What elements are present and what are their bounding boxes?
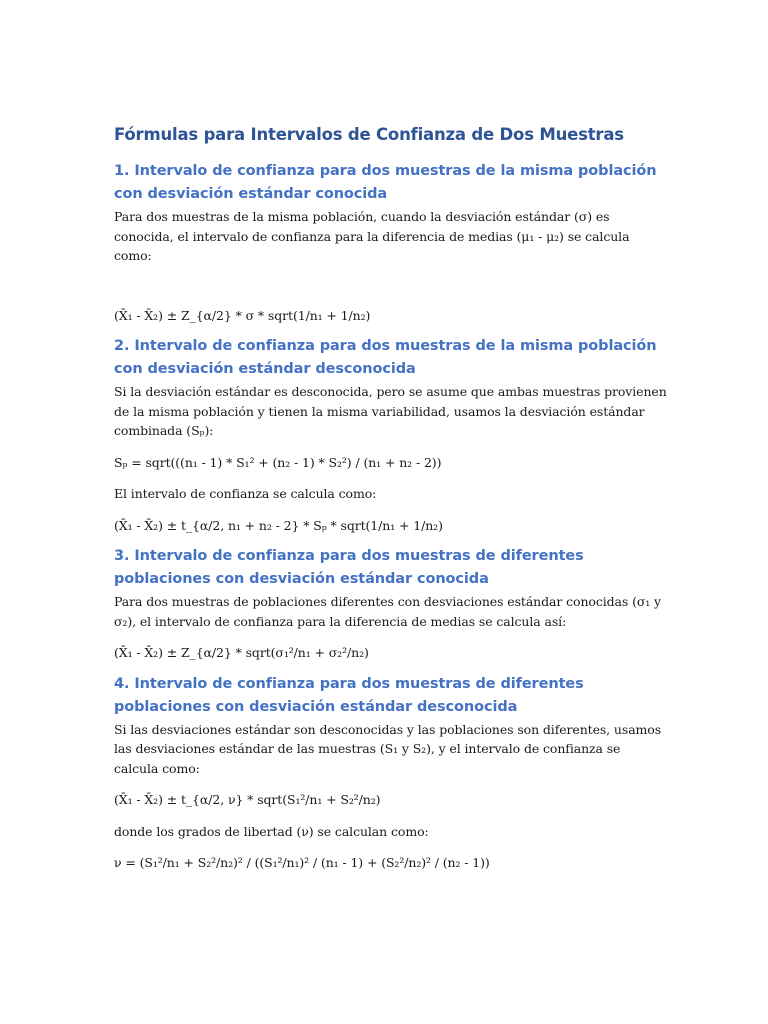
section-3-formula: (X̄₁ - X̄₂) ± Z_{α/2} * sqrt(σ₁²/n₁ + σ₂²/n₂) (114, 645, 369, 660)
section-3 (114, 545, 668, 663)
section-1-paragraph: Para dos muestras de la misma población, cuando la desviación estándar (σ) es conocida, el intervalo de confianza para la diferencia de medias (μ₁ - μ₂) se calcula como: (114, 209, 630, 263)
section-3-paragraph: Para dos muestras de poblaciones diferentes con desviaciones estándar conocidas (σ₁ y σ₂), el intervalo de confianza para la diferencia de medias se calcula así: (114, 594, 662, 629)
document-title: Fórmulas para Intervalos de Confianza de Dos Muestras (114, 125, 624, 144)
section-4-heading: 4. Intervalo de confianza para dos muestras de diferentes poblaciones con desviación estándar desconocida (114, 675, 584, 715)
section-3-heading: 3. Intervalo de confianza para dos muestras de diferentes poblaciones con desviación estándar conocida (114, 548, 584, 587)
section-2-paragraph-2: El intervalo de confianza se calcula como: (114, 486, 377, 501)
section-2-paragraph: Si la desviación estándar es desconocida, pero se asume que ambas muestras provienen de la misma población y tienen la misma variabilidad, usamos la desviación estándar combinada (Sₚ): (114, 384, 667, 438)
section-2-formula: (X̄₁ - X̄₂) ± t_{α/2, n₁ + n₂ - 2} * Sₚ * sqrt(1/n₁ + 1/n₂) (114, 517, 443, 533)
section-2-pooled-formula: Sₚ = sqrt(((n₁ - 1) * S₁² + (n₂ - 1) * S₂²) / (n₁ + n₂ - 2)) (114, 454, 442, 470)
section-4-paragraph-2: donde los grados de libertad (ν) se calculan como: (114, 823, 429, 839)
section-4 (114, 673, 668, 873)
section-4-df-formula: ν = (S₁²/n₁ + S₂²/n₂)² / ((S₁²/n₁)² / (n₁ - 1) + (S₂²/n₂)² / (n₂ - 1)) (114, 855, 490, 870)
section-1-heading: 1. Intervalo de confianza para dos muestras de la misma población con desviación estándar conocida (114, 163, 657, 202)
section-2-heading: 2. Intervalo de confianza para dos muestras de la misma población con desviación estándar desconocida (114, 338, 657, 377)
section-2 (114, 335, 668, 535)
section-1 (114, 160, 668, 325)
section-4-paragraph: Si las desviaciones estándar son desconocidas y las poblaciones son diferentes, usamos las desviaciones estándar de las muestras (S₁ y S₂), y el intervalo de confianza se calcula como: (114, 721, 662, 776)
section-4-formula: (X̄₁ - X̄₂) ± t_{α/2, ν} * sqrt(S₁²/n₁ + S₂²/n₂) (114, 792, 381, 807)
section-1-formula: (X̄₁ - X̄₂) ± Z_{α/2} * σ * sqrt(1/n₁ + 1/n₂) (114, 307, 371, 323)
